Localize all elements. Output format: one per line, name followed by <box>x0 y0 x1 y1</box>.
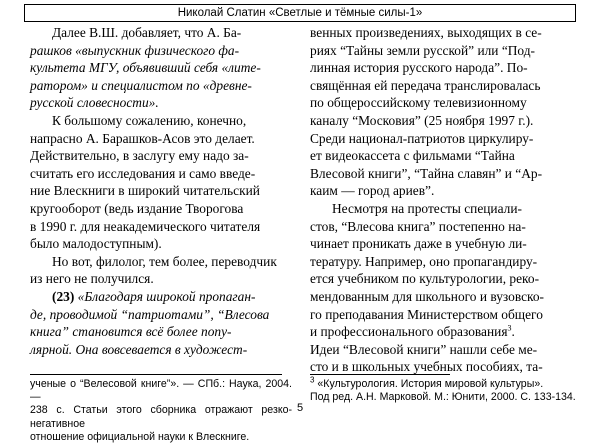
paragraph-2 <box>30 112 292 253</box>
footnote-line: «Культурология. История мировой культуры». <box>317 378 544 390</box>
text-line: риях “Тайны земли русской” или “Под- <box>310 42 536 58</box>
text-line: Влесовой книги”, “Тайна славян” и “Ар- <box>310 165 543 181</box>
text-line: Идеи “Влесовой книги” нашли себе ме- <box>310 341 538 357</box>
text-line: считать его исследования и само введе- <box>30 165 256 181</box>
text-line: го преподавания Министерством общего <box>310 306 543 322</box>
text-line: кругооборот (ведь издание Творогова <box>30 200 244 216</box>
footnote-line: Под ред. А.Н. Марковой. М.: Юнити, 2000. С. 133-134. <box>310 391 576 404</box>
footnote-ref[interactable]: 3 <box>507 323 512 333</box>
paragraph-5 <box>310 24 574 200</box>
text-line: де, проводимой “патриотами”, “Влесова <box>30 306 270 322</box>
footnote-line: ученые о “Велесовой книге”». — СПб.: Наука, 2004. — <box>30 378 292 404</box>
text-line: каим — город ариев”. <box>310 183 435 199</box>
left-column <box>30 24 292 358</box>
footnote-marker: 3 <box>310 375 315 385</box>
text-line: культета МГУ, объявивший себя «лите- <box>30 60 261 76</box>
text-line: стов, “Влесова книга” постепенно на- <box>310 218 526 234</box>
text-line: линная история русского народа”. По- <box>310 60 528 76</box>
paragraph-4 <box>30 288 292 358</box>
text-line: и профессионального образования <box>310 324 508 340</box>
paragraph-3 <box>30 253 292 288</box>
text-line: ет видеокассета с фильмами “Тайна <box>310 148 515 164</box>
footnote-line: отношение официальной науки к Влескниге. <box>30 430 250 443</box>
right-column <box>310 24 574 376</box>
text-line: . <box>511 324 515 340</box>
text-line: Но вот, филолог, тем более, переводчик <box>52 253 277 269</box>
text-line: чинает проникать даже в учебную ли- <box>310 236 527 252</box>
text-line: ние Влескниги в широкий читательский <box>30 183 260 199</box>
text-line: было малодоступным). <box>30 236 162 252</box>
text-line: мендованным для школьного и вузовско- <box>310 288 544 304</box>
text-line: напрасно А. Барашков-Асов это делает. <box>30 130 255 146</box>
footnote-rule-left <box>30 374 282 375</box>
text-line: венных произведениях, выходящих в се- <box>310 25 542 40</box>
text-line: «Благодаря широкой пропаган- <box>77 288 256 304</box>
text-line: по общероссийскому телевизионному <box>310 95 527 111</box>
text-line: в 1990 г. для неакадемического читателя <box>30 218 261 234</box>
text-line: Действительно, в заслугу ему надо за- <box>30 148 249 164</box>
paragraph-6 <box>310 200 574 376</box>
text-line: лярной. Она вовсевается в художест- <box>30 341 248 357</box>
footnote-rule-right <box>310 374 450 375</box>
text-line: из него не получился. <box>30 271 154 287</box>
text-line: каналу “Московия” (25 ноября 1997 г.). <box>310 112 534 128</box>
running-header: Николай Слатин «Светлые и тёмные силы-1» <box>24 4 576 22</box>
text-line: тературу. Например, оно пропагандиру- <box>310 253 538 269</box>
footnote-line: 238 с. Статьи этого сборника отражают резко-негативное <box>30 404 292 430</box>
text-line: ратором» и специалистом по «древне- <box>30 77 252 93</box>
text-line: русской словесности». <box>30 95 159 111</box>
footnote-right <box>310 375 576 404</box>
quote-number: (23) <box>52 288 75 304</box>
text-line: К большому сожалению, конечно, <box>52 112 247 128</box>
text-line: книга” становится всё более попу- <box>30 324 232 340</box>
text-line: свящённая ей передача транслировалась <box>310 77 541 93</box>
text-line: ется учебником по культурологии, реко- <box>310 271 540 287</box>
text-line: Далее В.Ш. добавляет, что А. Ба- <box>52 25 242 40</box>
text-line: Среди национал-патриотов циркулиру- <box>310 130 534 146</box>
text-line: Несмотря на протесты специали- <box>332 200 522 216</box>
page-number: 5 <box>296 402 304 414</box>
paragraph-1 <box>30 24 292 112</box>
text-line: сто и в школьных учебных пособиях, та- <box>310 359 543 375</box>
text-line: рашков «выпускник физического фа- <box>30 42 240 58</box>
